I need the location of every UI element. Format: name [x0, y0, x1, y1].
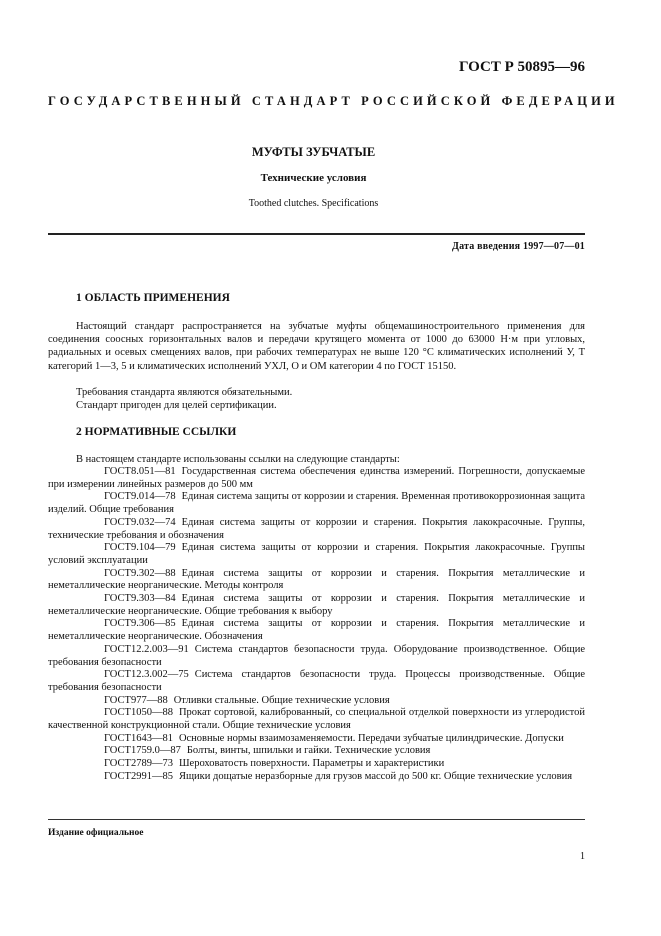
reference-item [48, 593, 585, 618]
reference-item [48, 669, 585, 694]
state-standard-header: ГОСУДАРСТВЕННЫЙ СТАНДАРТ РОССИЙСКОЙ ФЕДЕРАЦИИ [48, 94, 619, 108]
reference-code: 977—88 [130, 694, 168, 706]
reference-text: Шероховатость поверхности. Параметры и характеристики [178, 758, 445, 770]
bottom-divider [48, 819, 585, 820]
reference-text: Ящики дощатые неразборные для грузов массой до 500 кг. Общие технические условия [178, 770, 573, 782]
references-list [48, 466, 585, 784]
section-1-paragraph: Требования стандарта являются обязательными. [76, 387, 293, 398]
reference-text: Система стандартов безопасности труда. Оборудование производственное. Общие требования безопасности [48, 643, 585, 668]
reference-text: Единая система защиты от коррозии и старения. Покрытия металлические и неметаллические неорганические. Обозначения [48, 618, 585, 643]
reference-code: 12.3.002—75 [130, 669, 189, 681]
reference-text: Единая система защиты от коррозии и старения. Покрытия металлические и неметаллические неорганические. Общие требования к выбору [48, 593, 585, 617]
reference-item [48, 745, 585, 758]
reference-prefix: ГОСТ [104, 732, 131, 744]
reference-item [48, 517, 585, 542]
reference-text: Единая система защиты от коррозии и старения. Покрытия металлические и неметаллические неорганические. Методы контроля [48, 567, 585, 592]
document-title: МУФТЫ ЗУБЧАТЫЕ [251, 145, 376, 159]
section-1-heading: 1 ОБЛАСТЬ ПРИМЕНЕНИЯ [76, 292, 230, 304]
edition-label: Издание официальное [48, 828, 144, 838]
reference-code: 1643—81 [130, 732, 173, 744]
reference-item [48, 771, 585, 784]
reference-item [48, 466, 585, 491]
reference-text: Единая система защиты от коррозии и старения. Покрытия лакокрасочные. Группы, технические требования и обозначения [48, 516, 585, 541]
reference-code: 9.014—78 [130, 491, 176, 503]
reference-item [48, 542, 585, 567]
introduction-date: Дата введения 1997—07—01 [452, 241, 585, 252]
document-code: ГОСТ Р 50895—96 [458, 59, 585, 75]
reference-text: Единая система защиты от коррозии и старения. Временная противокоррозионная защита изделий. Общие требования [48, 491, 585, 516]
reference-code: 1050—88 [130, 707, 173, 719]
reference-item [48, 568, 585, 593]
reference-prefix: ГОСТ [104, 643, 131, 655]
reference-item [48, 491, 585, 516]
reference-prefix: ГОСТ [104, 466, 131, 477]
reference-code: 9.306—85 [130, 618, 176, 630]
reference-item [48, 733, 585, 746]
reference-text: Система стандартов безопасности труда. Процессы производственные. Общие требования безопасности [48, 669, 585, 693]
document-subtitle: Технические условия [260, 172, 367, 184]
reference-prefix: ГОСТ [104, 707, 131, 719]
reference-item [48, 758, 585, 771]
reference-prefix: ГОСТ [104, 516, 131, 528]
reference-text: Единая система защиты от коррозии и старения. Покрытия лакокрасочные. Группы условий эксплуатации [48, 542, 585, 566]
reference-prefix: ГОСТ [104, 770, 131, 782]
page-number: 1 [580, 851, 585, 862]
references-intro: В настоящем стандарте использованы ссылки на следующие стандарты: [76, 454, 400, 465]
reference-prefix: ГОСТ [104, 669, 131, 681]
section-1-paragraph: Стандарт пригоден для целей сертификации. [76, 400, 277, 411]
top-divider [48, 233, 585, 235]
reference-prefix: ГОСТ [104, 758, 131, 770]
reference-code: 9.104—79 [130, 542, 176, 554]
reference-prefix: ГОСТ [104, 694, 131, 706]
reference-item [48, 707, 585, 732]
reference-prefix: ГОСТ [104, 542, 131, 554]
reference-prefix: ГОСТ [104, 491, 131, 503]
reference-code: 1759.0—87 [130, 745, 181, 757]
reference-code: 9.302—88 [130, 567, 176, 579]
reference-text: Основные нормы взаимозаменяемости. Передачи зубчатые цилиндрические. Допуски [178, 732, 564, 744]
reference-text: Государственная система обеспечения единства измерений. Погрешности, допускаемые при измерении линейных размеров до 500 мм [48, 466, 585, 490]
section-2-heading: 2 НОРМАТИВНЫЕ ССЫЛКИ [76, 426, 237, 438]
reference-code: 12.2.003—91 [130, 643, 189, 655]
reference-prefix: ГОСТ [104, 745, 131, 757]
reference-text: Болты, винты, шпильки и гайки. Технические условия [186, 745, 431, 757]
reference-code: 2991—85 [130, 770, 173, 782]
reference-prefix: ГОСТ [104, 567, 131, 579]
reference-prefix: ГОСТ [104, 593, 131, 605]
reference-code: 9.303—84 [130, 593, 176, 605]
section-1-paragraph: Настоящий стандарт распространяется на зубчатые муфты общемашиностроительного применения для соединения соосных горизонтальных валов и передачи крутящего момента от 1000 до 63000 Н·м при угловых, радиальных и осевых смещениях валов, при рабочих температурах не выше 120 °С климатических исполнений У, Т категорий 1—3, 5 и климатических исполнений УХЛ, О и ОМ категории 4 по ГОСТ 15150. [48, 321, 585, 372]
reference-text: Прокат сортовой, калиброванный, со специальной отделкой поверхности из углеродистой качественной конструкционной стали. Общие технические условия [48, 707, 585, 732]
reference-code: 9.032—74 [130, 516, 176, 528]
reference-item [48, 695, 585, 708]
document-title-english: Toothed clutches. Specifications [248, 198, 379, 209]
reference-item [48, 618, 585, 643]
reference-item [48, 644, 585, 669]
reference-code: 2789—73 [130, 758, 173, 770]
reference-text: Отливки стальные. Общие технические условия [173, 694, 390, 706]
reference-prefix: ГОСТ [104, 618, 131, 630]
reference-code: 8.051—81 [130, 466, 176, 477]
